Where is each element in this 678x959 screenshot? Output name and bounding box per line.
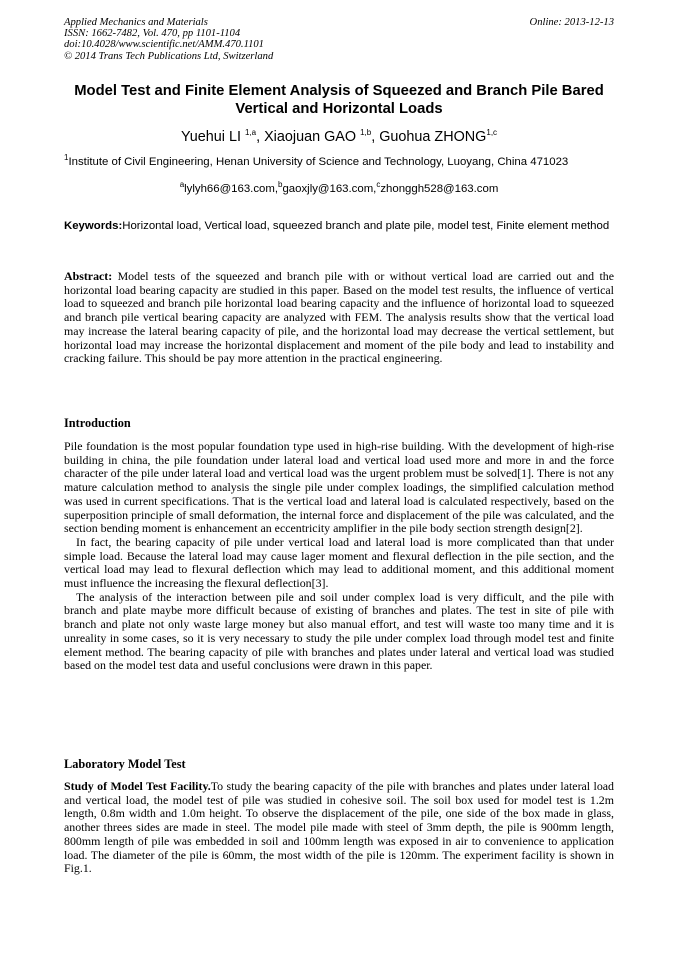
keywords: [64, 220, 614, 234]
email-superscript: a: [179, 180, 185, 190]
email-address[interactable]: gaoxjly@163.com,: [282, 183, 377, 195]
lab-heading: Laboratory Model Test: [64, 757, 186, 771]
lab-text: To study the bearing capacity of the pile with branches and plates under lateral load and vertical load, the model test of pile was studied in cohesive soil. The soil box used for model test is 1.2m length, 0.8m width and 1.0m height. To observe the displacement of the pile, one side of the box made in glass, another threes sides are made in steel. The model pile made with steel of 3mm depth, the pile is 900mm length, 800mm length of pile was embedded in soil and 100mm length was exposed in air to convenience to application load. The diameter of the pile is 60mm, the most width of the pile is 120mm. The experiment facility is shown in Fig.1.: [64, 779, 614, 876]
abstract-label: Abstract:: [64, 269, 113, 283]
subsection-label: Study of Model Test Facility.: [64, 779, 211, 793]
author-superscript: 1,b: [360, 128, 372, 138]
author-superscript: 1,c: [486, 128, 498, 138]
author-name: Guohua ZHONG: [379, 129, 487, 145]
issn-line: ISSN: 1662-7482, Vol. 470, pp 1101-1104: [64, 28, 241, 40]
email-superscript: c: [376, 180, 381, 190]
author-separator: ,: [371, 129, 380, 145]
journal-header: [64, 17, 424, 62]
paragraph: The analysis of the interaction between pile and soil under complex load is very difficult, and the pile with branch and plate maybe more difficult because of existing of branches and plates. The test in site of pile with branch and plate not only waste large money but also manual effort, and test will waste too many time and it is unreality in some cases, so it is very necessary to study the pile under complex load through model test and finite element method. The bearing capacity of pile with branches and plates under lateral and vertical load was studied based on the model test data and useful conclusions were drawn in this paper.: [64, 589, 614, 673]
introduction-body: [64, 440, 614, 673]
author-list: [64, 128, 614, 146]
email-superscript: b: [278, 180, 283, 190]
author-superscript: 1,a: [244, 128, 257, 138]
keywords-text: Horizontal load, Vertical load, squeezed branch and plate pile, model test, Finite element method: [122, 220, 610, 232]
author-name: Xiaojuan GAO: [264, 129, 357, 145]
paragraph: In fact, the bearing capacity of pile under vertical load and lateral load is more complicated than that under simple load. Because the lateral load may cause lager moment and flexural deflection in the pile section, and the vertical load may lead to flexural deflection which may lead to additional moment, and this additional moment must influence the increasing the flexural deflection[3].: [64, 534, 614, 591]
paper-title: Model Test and Finite Element Analysis of Squeezed and Branch Pile Bared Vertical and Horizontal Loads: [74, 83, 604, 117]
lab-body: [64, 780, 614, 876]
email-list: [64, 182, 614, 196]
journal-name: Applied Mechanics and Materials: [64, 17, 208, 28]
online-date: Online: 2013-12-13: [529, 17, 614, 28]
affiliation: [64, 155, 624, 169]
copyright-line: © 2014 Trans Tech Publications Ltd, Switzerland: [64, 50, 274, 62]
email-address[interactable]: zhonggh528@163.com: [380, 183, 499, 195]
affiliation-superscript: 1: [64, 153, 69, 163]
paragraph: Pile foundation is the most popular foundation type used in high-rise building. With the development of high-rise building in china, the pile foundation under lateral load and vertical load used more and more in and the force character of the pile under lateral load and vertical load was the urgent problem must be solved[1]. There is not any mature calculation method to analysis the single pile under complex loadings, the simplified calculation method was used in current specifications. That is the vertical load and lateral load is calculated respectively, based on the superposition principle of small deformation, the internal force and displacement of the pile was calculated, and the section bending moment is enhancement an eccentricity amplifier in the pile body section strength design[2].: [64, 439, 614, 536]
doi-line: doi:10.4028/www.scientific.net/AMM.470.1101: [64, 39, 264, 51]
abstract-text: Model tests of the squeezed and branch pile with or without vertical load are carried out and the horizontal load bearing capacity are studied in this paper. Based on the model test results, the influence of vertical load to squeezed and branch pile horizontal load bearing capacity and the influence of horizontal load to squeezed and branch pile vertical bearing capacity are analyzed with FEM. The analysis results show that the vertical load may increase the lateral bearing capacity of pile, and the horizontal load may decrease the vertical settlement, but horizontal load may increase the horizontal displacement and moment of the pile body and lead to instability and cracking failure. This should be pay more attention in the practical engineering.: [64, 269, 614, 366]
email-address[interactable]: lylyh66@163.com,: [184, 183, 279, 195]
affiliation-text: Institute of Civil Engineering, Henan University of Science and Technology, Luoyang, China 471023: [68, 156, 569, 168]
abstract: [64, 270, 614, 366]
author-separator: ,: [256, 129, 265, 145]
keywords-label: Keywords:: [64, 220, 123, 232]
author-name: Yuehui LI: [180, 129, 241, 145]
introduction-heading: Introduction: [64, 416, 131, 430]
